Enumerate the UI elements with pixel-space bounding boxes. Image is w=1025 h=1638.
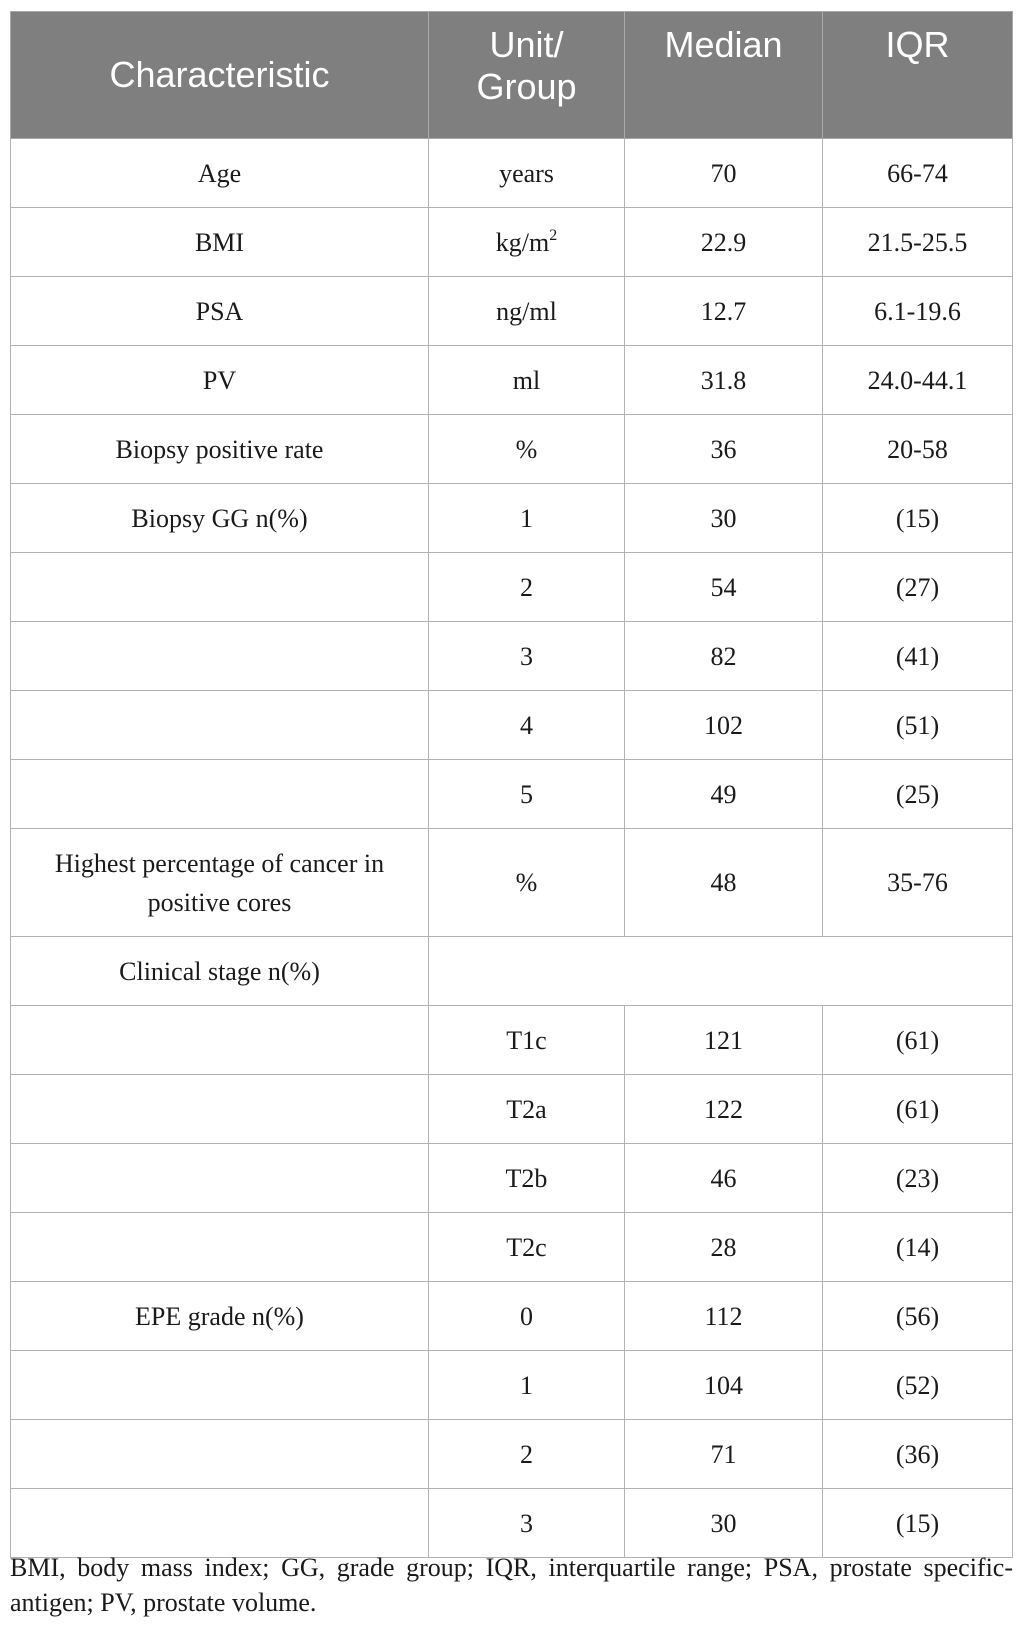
- header-iqr: IQR: [823, 12, 1013, 139]
- table-row: [11, 484, 1013, 553]
- table-row: [11, 1420, 1013, 1489]
- cell-median: 112: [625, 1282, 823, 1351]
- cell-characteristic: Biopsy GG n(%): [11, 484, 429, 553]
- cell-median: 31.8: [625, 346, 823, 415]
- cell-empty-span: [429, 937, 1013, 1006]
- cell-iqr: (14): [823, 1213, 1013, 1282]
- table-row: [11, 415, 1013, 484]
- cell-median: 22.9: [625, 208, 823, 277]
- cell-iqr: (51): [823, 691, 1013, 760]
- table-row: [11, 760, 1013, 829]
- cell-median: 30: [625, 1489, 823, 1558]
- header-row: [11, 12, 1013, 139]
- table-row: [11, 1144, 1013, 1213]
- cell-iqr: 21.5-25.5: [823, 208, 1013, 277]
- cell-unit: 3: [429, 622, 625, 691]
- cell-unit: 2: [429, 1420, 625, 1489]
- cell-iqr: (61): [823, 1006, 1013, 1075]
- cell-characteristic: PV: [11, 346, 429, 415]
- table-row: [11, 553, 1013, 622]
- table-row: [11, 1075, 1013, 1144]
- table-row: [11, 139, 1013, 208]
- cell-characteristic: [11, 1489, 429, 1558]
- cell-iqr: 35-76: [823, 829, 1013, 937]
- cell-characteristic: [11, 691, 429, 760]
- unit-text: kg/m: [495, 227, 550, 257]
- cell-unit: 4: [429, 691, 625, 760]
- cell-median: 30: [625, 484, 823, 553]
- cell-iqr: (41): [823, 622, 1013, 691]
- cell-characteristic: [11, 1351, 429, 1420]
- cell-characteristic: Highest percentage of cancer in positive cores: [11, 829, 429, 937]
- cell-unit: T2b: [429, 1144, 625, 1213]
- header-unit-group: [429, 12, 625, 139]
- cell-unit: 1: [429, 484, 625, 553]
- cell-iqr: (27): [823, 553, 1013, 622]
- unit-superscript: 2: [549, 226, 558, 244]
- cell-characteristic: [11, 760, 429, 829]
- cell-characteristic: [11, 1075, 429, 1144]
- table-row: [11, 691, 1013, 760]
- cell-iqr: (15): [823, 1489, 1013, 1558]
- cell-median: 71: [625, 1420, 823, 1489]
- cell-unit: T2c: [429, 1213, 625, 1282]
- cell-iqr: (36): [823, 1420, 1013, 1489]
- cell-unit: %: [429, 415, 625, 484]
- cell-characteristic: Age: [11, 139, 429, 208]
- cell-unit: 0: [429, 1282, 625, 1351]
- header-unit-group-line1: Unit/: [489, 24, 564, 65]
- header-unit-group-line2: Group: [476, 66, 577, 107]
- cell-median: 122: [625, 1075, 823, 1144]
- cell-unit: years: [429, 139, 625, 208]
- cell-unit: 3: [429, 1489, 625, 1558]
- cell-median: 104: [625, 1351, 823, 1420]
- cell-median: 49: [625, 760, 823, 829]
- table-row: [11, 1351, 1013, 1420]
- header-median: Median: [625, 12, 823, 139]
- cell-median: 54: [625, 553, 823, 622]
- header-characteristic: Characteristic: [11, 12, 429, 139]
- cell-iqr: 6.1-19.6: [823, 277, 1013, 346]
- cell-iqr: (56): [823, 1282, 1013, 1351]
- table-row: [11, 1282, 1013, 1351]
- table-footnote: BMI, body mass index; GG, grade group; IQR, interquartile range; PSA, prostate specific-antigen; PV, prostate volume.: [10, 1553, 1013, 1617]
- table-row: [11, 1006, 1013, 1075]
- table-row: [11, 829, 1013, 937]
- cell-characteristic: Biopsy positive rate: [11, 415, 429, 484]
- cell-unit: ng/ml: [429, 277, 625, 346]
- table-row: [11, 1213, 1013, 1282]
- table-row: [11, 1489, 1013, 1558]
- cell-iqr: (15): [823, 484, 1013, 553]
- cell-median: 48: [625, 829, 823, 937]
- cell-iqr: (61): [823, 1075, 1013, 1144]
- cell-median: 102: [625, 691, 823, 760]
- table-row: [11, 622, 1013, 691]
- cell-characteristic: PSA: [11, 277, 429, 346]
- cell-iqr: 66-74: [823, 139, 1013, 208]
- cell-median: 121: [625, 1006, 823, 1075]
- cell-characteristic: [11, 622, 429, 691]
- cell-median: 82: [625, 622, 823, 691]
- cell-iqr: (25): [823, 760, 1013, 829]
- cell-unit: 1: [429, 1351, 625, 1420]
- cell-characteristic: BMI: [11, 208, 429, 277]
- cell-unit: T2a: [429, 1075, 625, 1144]
- cell-median: 12.7: [625, 277, 823, 346]
- cell-iqr: (52): [823, 1351, 1013, 1420]
- cell-characteristic: [11, 553, 429, 622]
- cell-characteristic: Clinical stage n(%): [11, 937, 429, 1006]
- table-row: [11, 937, 1013, 1006]
- characteristics-table: [10, 11, 1013, 1558]
- cell-unit: %: [429, 829, 625, 937]
- cell-characteristic: [11, 1420, 429, 1489]
- cell-characteristic: [11, 1006, 429, 1075]
- cell-median: 36: [625, 415, 823, 484]
- cell-median: 70: [625, 139, 823, 208]
- cell-unit: T1c: [429, 1006, 625, 1075]
- cell-characteristic: [11, 1213, 429, 1282]
- cell-iqr: 24.0-44.1: [823, 346, 1013, 415]
- cell-iqr: (23): [823, 1144, 1013, 1213]
- cell-unit: ml: [429, 346, 625, 415]
- cell-unit: 2: [429, 553, 625, 622]
- table-row: [11, 208, 1013, 277]
- cell-iqr: 20-58: [823, 415, 1013, 484]
- cell-characteristic: [11, 1144, 429, 1213]
- cell-characteristic: EPE grade n(%): [11, 1282, 429, 1351]
- cell-median: 28: [625, 1213, 823, 1282]
- cell-unit: [429, 208, 625, 277]
- table-row: [11, 277, 1013, 346]
- cell-unit: 5: [429, 760, 625, 829]
- cell-median: 46: [625, 1144, 823, 1213]
- table-row: [11, 346, 1013, 415]
